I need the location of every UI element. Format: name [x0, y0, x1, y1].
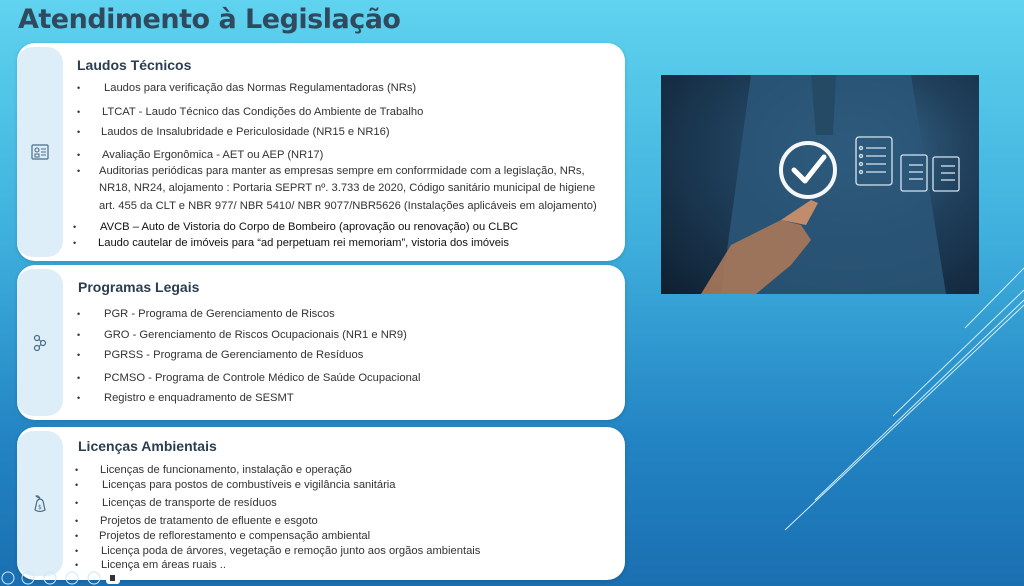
section-title: Programas Legais	[78, 279, 200, 295]
zoom-icon	[66, 572, 78, 584]
section-title: Laudos Técnicos	[77, 57, 192, 73]
laudos-tecnicos-card: Laudos Técnicos • Laudos para verificação das Normas Regulamentadoras (NRs) • LTCAT - Laudo Técnico das Condições do Ambiente de Trabalho • Laudos de Insalubridade e Periculosidade (NR15 e NR16) • Avaliação Ergonômica - AET ou AEP (NR17) • Auditorias periódicas para manter as empresas sempre em conforrmidade com a legislação, NRs, NR18, NR24, alojamento : Portaria SEPRT nº. 3.733 de 2020, Código sanitário municipal de higiene art. 455 da CLT e NBR 977/ NBR 5410/ NBR 9077/NBR5626 (Instalações aplicáveis em alojamento) • AVCB – Auto de Vistoria do Corpo de Bombeiro (aprovação ou renovação) ou CLBC • Laudo cautelar de imóveis para “ad perpetuam rei memoriam”, vistoria dos imóveis	[17, 43, 625, 261]
section-title: Licenças Ambientais	[78, 438, 217, 454]
presentation-toolbar	[0, 570, 150, 586]
page-title: Atendimento à Legislação	[18, 4, 401, 35]
next-icon	[22, 572, 34, 584]
licencas-ambientais-card: $ Licenças Ambientais • Licenças de funcionamento, instalação e operação • Licenças para postos de combustíveis e vigilância sanitária • Licenças de transporte de resíduos • Projetos de tratamento de efluente e esgoto • Projetos de reflorestamento e compensação ambiental • Licença poda de árvores, vegetação e remoção junto aos orgãos ambientais • Licença em áreas ruais ..	[17, 427, 625, 580]
pen-icon	[44, 572, 56, 584]
subtitles-icon	[88, 572, 100, 584]
svg-text:$: $	[38, 503, 42, 511]
previous-icon	[2, 572, 14, 584]
programas-legais-card: Programas Legais • PGR - Programa de Gerenciamento de Riscos • GRO - Gerenciamento de Riscos Ocupacionais (NR1 e NR9) • PGRSS - Programa de Gerenciamento de Resíduos • PCMSO - Programa de Controle Médico de Saúde Ocupacional • Registro e enquadramento de SESMT	[17, 265, 625, 420]
